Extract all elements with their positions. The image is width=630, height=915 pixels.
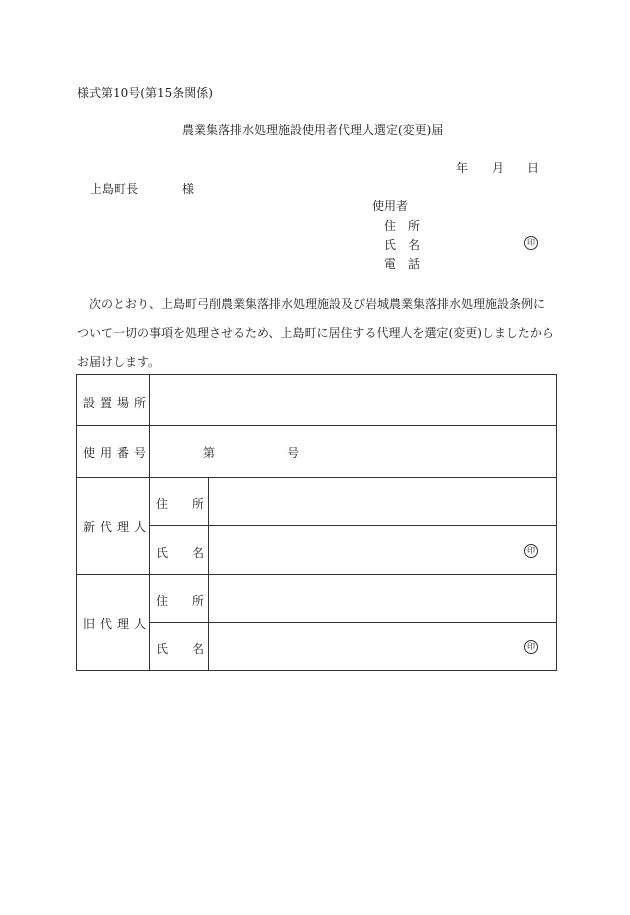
- old-agent-seal-icon: 印: [524, 640, 538, 654]
- applicant-seal-icon: 印: [524, 236, 538, 250]
- applicant-phone-label: 電 話: [384, 257, 421, 271]
- document-title: 農業集落排水処理施設使用者代理人選定(変更)届: [182, 123, 444, 137]
- addressee-honorific: 様: [182, 182, 195, 196]
- usage-number-suffix: 号: [287, 446, 300, 460]
- old-agent-name-field[interactable]: [211, 625, 511, 667]
- usage-number-prefix: 第: [203, 446, 216, 460]
- old-agent-name-label: 氏 名: [156, 642, 205, 656]
- new-agent-seal-icon: 印: [524, 544, 538, 558]
- usage-number-label: 使用番号: [83, 446, 152, 460]
- addressee-name: 上島町長: [90, 182, 139, 196]
- body-paragraph: 次のとおり、上島町弓削農業集落排水処理施設及び岩城農業集落排水処理施設条例について一切の事項を処理させるため、上島町に居住する代理人を選定(変更)しましたからお届けします。: [77, 297, 554, 369]
- new-agent-label: 新代理人: [83, 520, 152, 534]
- new-agent-name-label: 氏 名: [156, 546, 205, 560]
- applicant-heading: 使用者: [372, 199, 409, 213]
- new-agent-name-field[interactable]: [211, 528, 511, 572]
- table-rule: [208, 477, 209, 670]
- applicant-name-label: 氏 名: [384, 238, 421, 252]
- table-rule: [149, 622, 557, 623]
- table-rule: [149, 525, 557, 526]
- old-agent-address-field[interactable]: [211, 577, 553, 620]
- old-agent-label: 旧代理人: [83, 617, 152, 631]
- date-month-label: 月: [492, 161, 505, 175]
- applicant-address-label: 住 所: [384, 219, 421, 233]
- location-field[interactable]: [152, 377, 552, 423]
- new-agent-address-label: 住 所: [156, 497, 205, 511]
- new-agent-address-field[interactable]: [211, 480, 553, 523]
- date-day-label: 日: [527, 161, 540, 175]
- date-year-label: 年: [456, 161, 469, 175]
- old-agent-address-label: 住 所: [156, 594, 205, 608]
- location-label: 設置場所: [83, 396, 152, 410]
- form-number: 様式第10号(第15条関係): [77, 86, 213, 100]
